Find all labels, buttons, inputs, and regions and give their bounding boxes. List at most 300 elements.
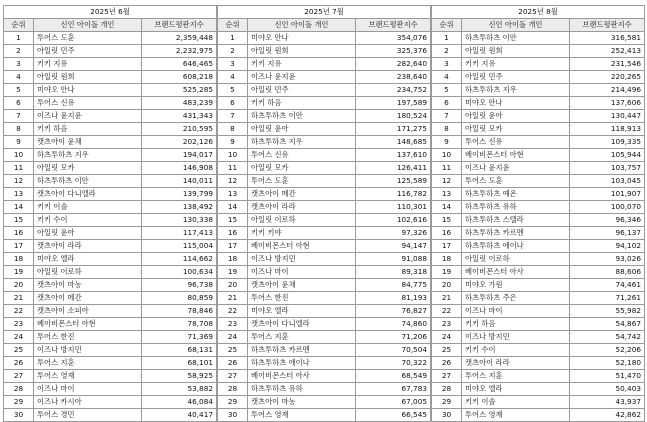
rank-header: 순위	[432, 19, 462, 32]
table-row	[432, 253, 645, 266]
rank-cell: 11	[4, 162, 34, 175]
score-cell: 118,913	[570, 123, 645, 136]
name-cell: 하츠투하츠 이안	[34, 175, 142, 188]
month-table	[217, 5, 431, 422]
table-row	[4, 370, 217, 383]
rank-cell: 22	[218, 305, 248, 318]
score-header: 브랜드평판지수	[356, 19, 431, 32]
month-title-row	[4, 6, 217, 19]
rank-cell: 29	[4, 396, 34, 409]
rank-cell: 15	[218, 214, 248, 227]
score-cell: 2,232,975	[142, 45, 217, 58]
score-cell: 105,944	[570, 149, 645, 162]
table-row	[432, 149, 645, 162]
table-row	[218, 45, 431, 58]
rank-cell: 11	[218, 162, 248, 175]
name-cell: 캣츠아이 메간	[34, 292, 142, 305]
rank-cell: 16	[4, 227, 34, 240]
score-cell: 103,757	[570, 162, 645, 175]
table-row	[432, 344, 645, 357]
rank-cell: 24	[4, 331, 34, 344]
score-cell: 80,859	[142, 292, 217, 305]
name-cell: 키키 하음	[462, 318, 570, 331]
name-cell: 투어스 한진	[34, 331, 142, 344]
name-cell: 키키 이솔	[34, 201, 142, 214]
rank-cell: 3	[218, 58, 248, 71]
table-row	[218, 32, 431, 45]
score-cell: 138,492	[142, 201, 217, 214]
table-row	[432, 318, 645, 331]
score-cell: 76,827	[356, 305, 431, 318]
rank-cell: 8	[4, 123, 34, 136]
name-cell: 아일릿 원희	[462, 45, 570, 58]
table-row	[218, 357, 431, 370]
name-cell: 투어스 도훈	[462, 175, 570, 188]
name-cell: 아일릿 윤아	[462, 110, 570, 123]
name-cell: 하츠투하츠 에이나	[462, 240, 570, 253]
rank-cell: 25	[4, 344, 34, 357]
rank-cell: 7	[4, 110, 34, 123]
score-cell: 74,860	[356, 318, 431, 331]
score-cell: 117,413	[142, 227, 217, 240]
rank-cell: 17	[432, 240, 462, 253]
rank-cell: 26	[4, 357, 34, 370]
table-row	[218, 227, 431, 240]
score-cell: 2,359,448	[142, 32, 217, 45]
score-cell: 325,376	[356, 45, 431, 58]
score-cell: 89,318	[356, 266, 431, 279]
rank-cell: 9	[432, 136, 462, 149]
name-cell: 베이비몬스터 아현	[34, 318, 142, 331]
score-cell: 71,206	[356, 331, 431, 344]
name-cell: 캣츠아이 메간	[248, 188, 356, 201]
table-row	[218, 331, 431, 344]
rank-cell: 9	[218, 136, 248, 149]
rank-cell: 6	[432, 97, 462, 110]
name-cell: 이즈나 방지민	[34, 344, 142, 357]
name-cell: 아일릿 민주	[462, 71, 570, 84]
table-row	[4, 162, 217, 175]
table-row	[432, 58, 645, 71]
table-row	[218, 396, 431, 409]
score-cell: 81,193	[356, 292, 431, 305]
score-cell: 43,937	[570, 396, 645, 409]
score-cell: 197,589	[356, 97, 431, 110]
table-row	[432, 266, 645, 279]
name-cell: 미야오 안나	[248, 32, 356, 45]
score-cell: 70,504	[356, 344, 431, 357]
score-cell: 282,640	[356, 58, 431, 71]
month-title: 2025년 8월	[432, 6, 645, 19]
table-row	[4, 305, 217, 318]
rank-cell: 19	[4, 266, 34, 279]
name-cell: 아일릿 이로하	[248, 214, 356, 227]
rank-cell: 12	[4, 175, 34, 188]
rank-cell: 19	[218, 266, 248, 279]
score-cell: 97,326	[356, 227, 431, 240]
name-cell: 베이비몬스터 아사	[462, 266, 570, 279]
name-cell: 이즈나 방지민	[248, 253, 356, 266]
table-row	[4, 45, 217, 58]
name-cell: 캣츠아이 윤채	[248, 279, 356, 292]
name-cell: 투어스 지훈	[462, 370, 570, 383]
table-row	[4, 279, 217, 292]
table-row	[218, 149, 431, 162]
score-cell: 252,413	[570, 45, 645, 58]
name-header: 신인 아이돌 개인	[248, 19, 356, 32]
name-cell: 키키 하음	[34, 123, 142, 136]
score-cell: 431,343	[142, 110, 217, 123]
score-cell: 137,610	[356, 149, 431, 162]
rank-cell: 15	[4, 214, 34, 227]
rank-cell: 18	[4, 253, 34, 266]
rank-cell: 14	[218, 201, 248, 214]
score-cell: 180,524	[356, 110, 431, 123]
score-cell: 114,662	[142, 253, 217, 266]
rank-cell: 2	[432, 45, 462, 58]
score-cell: 68,131	[142, 344, 217, 357]
name-cell: 이즈나 윤지윤	[34, 110, 142, 123]
rank-cell: 11	[432, 162, 462, 175]
rank-cell: 10	[218, 149, 248, 162]
table-row	[218, 123, 431, 136]
score-cell: 116,782	[356, 188, 431, 201]
month-title: 2025년 6월	[4, 6, 217, 19]
rank-cell: 23	[4, 318, 34, 331]
name-cell: 투어스 신유	[248, 149, 356, 162]
name-cell: 투어스 지훈	[248, 331, 356, 344]
name-cell: 키키 지유	[248, 58, 356, 71]
score-cell: 94,147	[356, 240, 431, 253]
table-row	[218, 383, 431, 396]
score-cell: 202,126	[142, 136, 217, 149]
score-cell: 483,239	[142, 97, 217, 110]
rank-header: 순위	[218, 19, 248, 32]
rank-cell: 3	[4, 58, 34, 71]
rank-cell: 13	[4, 188, 34, 201]
rank-cell: 23	[218, 318, 248, 331]
score-cell: 94,102	[570, 240, 645, 253]
table-row	[4, 266, 217, 279]
table-row	[432, 305, 645, 318]
name-cell: 키키 지유	[462, 58, 570, 71]
rank-cell: 12	[432, 175, 462, 188]
name-cell: 캣츠아이 다니엘라	[248, 318, 356, 331]
name-cell: 이즈나 마이	[248, 266, 356, 279]
table-row	[432, 175, 645, 188]
month-table	[431, 5, 645, 422]
table-row	[218, 175, 431, 188]
name-cell: 하츠투하츠 지우	[248, 136, 356, 149]
name-cell: 베이비몬스터 아현	[462, 149, 570, 162]
rank-cell: 13	[432, 188, 462, 201]
score-cell: 71,369	[142, 331, 217, 344]
score-header: 브랜드평판지수	[142, 19, 217, 32]
name-cell: 미야오 가원	[462, 279, 570, 292]
rank-cell: 24	[218, 331, 248, 344]
table-row	[4, 214, 217, 227]
score-cell: 316,581	[570, 32, 645, 45]
table-row	[218, 162, 431, 175]
score-cell: 54,867	[570, 318, 645, 331]
name-cell: 하츠투하츠 이안	[248, 110, 356, 123]
rank-cell: 6	[4, 97, 34, 110]
name-header: 신인 아이돌 개인	[462, 19, 570, 32]
table-row	[218, 58, 431, 71]
name-header: 신인 아이돌 개인	[34, 19, 142, 32]
table-row	[432, 188, 645, 201]
name-cell: 아일릿 민주	[34, 45, 142, 58]
table-row	[4, 84, 217, 97]
score-cell: 139,799	[142, 188, 217, 201]
name-cell: 투어스 지훈	[34, 357, 142, 370]
rank-cell: 7	[218, 110, 248, 123]
score-cell: 140,011	[142, 175, 217, 188]
name-cell: 투어스 도훈	[34, 32, 142, 45]
score-cell: 100,634	[142, 266, 217, 279]
rank-cell: 20	[4, 279, 34, 292]
name-cell: 키키 키야	[248, 227, 356, 240]
name-cell: 투어스 영재	[248, 409, 356, 422]
score-cell: 68,549	[356, 370, 431, 383]
score-cell: 68,101	[142, 357, 217, 370]
table-row	[432, 227, 645, 240]
name-cell: 미야오 엘라	[462, 383, 570, 396]
rank-cell: 25	[432, 344, 462, 357]
rank-cell: 22	[432, 305, 462, 318]
table-row	[432, 357, 645, 370]
score-cell: 78,708	[142, 318, 217, 331]
table-row	[4, 344, 217, 357]
rank-cell: 20	[432, 279, 462, 292]
rank-cell: 30	[218, 409, 248, 422]
rank-cell: 23	[432, 318, 462, 331]
score-cell: 96,346	[570, 214, 645, 227]
table-row	[218, 201, 431, 214]
table-row	[4, 175, 217, 188]
name-cell: 하츠투하츠 카르멘	[248, 344, 356, 357]
rank-cell: 30	[4, 409, 34, 422]
table-row	[432, 396, 645, 409]
table-row	[4, 97, 217, 110]
table-row	[432, 370, 645, 383]
score-cell: 214,496	[570, 84, 645, 97]
score-cell: 91,088	[356, 253, 431, 266]
name-cell: 투어스 영재	[34, 370, 142, 383]
rank-cell: 7	[432, 110, 462, 123]
name-cell: 투어스 신유	[34, 97, 142, 110]
score-cell: 110,301	[356, 201, 431, 214]
name-cell: 이즈나 마이	[34, 383, 142, 396]
rank-cell: 10	[432, 149, 462, 162]
rank-cell: 1	[432, 32, 462, 45]
name-cell: 키키 수이	[34, 214, 142, 227]
name-cell: 캣츠아이 마농	[248, 396, 356, 409]
column-header-row	[218, 19, 431, 32]
score-cell: 46,084	[142, 396, 217, 409]
rank-cell: 25	[218, 344, 248, 357]
score-header: 브랜드평판지수	[570, 19, 645, 32]
name-cell: 캣츠아이 라라	[34, 240, 142, 253]
table-row	[218, 253, 431, 266]
name-cell: 베이비몬스터 아사	[248, 370, 356, 383]
name-cell: 아일릿 윤아	[248, 123, 356, 136]
rank-cell: 26	[218, 357, 248, 370]
table-row	[4, 292, 217, 305]
table-row	[4, 110, 217, 123]
month-table	[3, 5, 217, 422]
name-cell: 투어스 경민	[34, 409, 142, 422]
rank-cell: 21	[432, 292, 462, 305]
rank-cell: 1	[218, 32, 248, 45]
score-cell: 40,417	[142, 409, 217, 422]
score-cell: 70,322	[356, 357, 431, 370]
table-row	[4, 136, 217, 149]
name-cell: 하츠투하츠 이안	[462, 32, 570, 45]
name-cell: 하츠투하츠 스텔라	[462, 214, 570, 227]
name-cell: 키키 지유	[34, 58, 142, 71]
table-row	[432, 32, 645, 45]
rank-cell: 16	[432, 227, 462, 240]
table-row	[4, 32, 217, 45]
score-cell: 51,470	[570, 370, 645, 383]
score-cell: 52,180	[570, 357, 645, 370]
score-cell: 608,218	[142, 71, 217, 84]
score-cell: 130,338	[142, 214, 217, 227]
name-cell: 하츠투하츠 지우	[34, 149, 142, 162]
table-row	[432, 123, 645, 136]
rank-cell: 4	[432, 71, 462, 84]
table-row	[432, 214, 645, 227]
table-row	[432, 292, 645, 305]
table-row	[4, 383, 217, 396]
score-cell: 109,335	[570, 136, 645, 149]
name-cell: 아일릿 모카	[462, 123, 570, 136]
name-cell: 미야오 안나	[462, 97, 570, 110]
score-cell: 96,137	[570, 227, 645, 240]
score-cell: 58,925	[142, 370, 217, 383]
score-cell: 220,265	[570, 71, 645, 84]
table-row	[432, 409, 645, 422]
rank-cell: 1	[4, 32, 34, 45]
table-row	[218, 266, 431, 279]
name-cell: 키키 수이	[462, 344, 570, 357]
score-cell: 100,070	[570, 201, 645, 214]
name-cell: 이즈나 마이	[462, 305, 570, 318]
rank-cell: 27	[218, 370, 248, 383]
month-title-row	[218, 6, 431, 19]
score-cell: 210,595	[142, 123, 217, 136]
table-row	[218, 97, 431, 110]
table-row	[218, 136, 431, 149]
rank-cell: 27	[4, 370, 34, 383]
score-cell: 126,411	[356, 162, 431, 175]
month-title: 2025년 7월	[218, 6, 431, 19]
table-row	[432, 97, 645, 110]
rank-cell: 4	[218, 71, 248, 84]
rank-cell: 18	[218, 253, 248, 266]
name-cell: 캣츠아이 라라	[248, 201, 356, 214]
rank-cell: 29	[432, 396, 462, 409]
rank-cell: 10	[4, 149, 34, 162]
rank-header: 순위	[4, 19, 34, 32]
name-cell: 아일릿 이로하	[462, 253, 570, 266]
score-cell: 130,447	[570, 110, 645, 123]
name-cell: 아일릿 원희	[248, 45, 356, 58]
table-row	[4, 331, 217, 344]
rank-cell: 6	[218, 97, 248, 110]
table-row	[218, 305, 431, 318]
name-cell: 베이비몬스터 아현	[248, 240, 356, 253]
rank-cell: 2	[218, 45, 248, 58]
rank-cell: 28	[4, 383, 34, 396]
rank-cell: 24	[432, 331, 462, 344]
name-cell: 이즈나 윤지윤	[462, 162, 570, 175]
table-row	[4, 227, 217, 240]
table-row	[432, 201, 645, 214]
table-row	[218, 71, 431, 84]
score-cell: 137,606	[570, 97, 645, 110]
rank-cell: 26	[432, 357, 462, 370]
column-header-row	[4, 19, 217, 32]
name-cell: 키키 이솔	[462, 396, 570, 409]
rank-cell: 5	[432, 84, 462, 97]
name-cell: 아일릿 원희	[34, 71, 142, 84]
name-cell: 아일릿 윤아	[34, 227, 142, 240]
name-cell: 이즈나 방지민	[462, 331, 570, 344]
name-cell: 이즈나 카시아	[34, 396, 142, 409]
rank-cell: 27	[432, 370, 462, 383]
rank-cell: 4	[4, 71, 34, 84]
name-cell: 키키 하음	[248, 97, 356, 110]
score-cell: 125,589	[356, 175, 431, 188]
table-row	[432, 45, 645, 58]
score-cell: 102,616	[356, 214, 431, 227]
score-cell: 101,907	[570, 188, 645, 201]
name-cell: 하츠투하츠 유하	[462, 201, 570, 214]
rank-cell: 8	[218, 123, 248, 136]
rank-cell: 17	[4, 240, 34, 253]
table-row	[432, 110, 645, 123]
table-row	[218, 84, 431, 97]
name-cell: 하츠투하츠 에이나	[248, 357, 356, 370]
score-cell: 50,403	[570, 383, 645, 396]
table-row	[218, 188, 431, 201]
score-cell: 194,017	[142, 149, 217, 162]
table-row	[4, 149, 217, 162]
rank-cell: 8	[432, 123, 462, 136]
name-cell: 미야오 엘라	[248, 305, 356, 318]
score-cell: 71,261	[570, 292, 645, 305]
score-cell: 148,685	[356, 136, 431, 149]
rank-cell: 21	[4, 292, 34, 305]
table-row	[432, 136, 645, 149]
score-cell: 238,640	[356, 71, 431, 84]
score-cell: 525,285	[142, 84, 217, 97]
rank-cell: 18	[432, 253, 462, 266]
name-cell: 캣츠아이 소피아	[34, 305, 142, 318]
score-cell: 234,752	[356, 84, 431, 97]
table-row	[432, 71, 645, 84]
name-cell: 캣츠아이 다니엘라	[34, 188, 142, 201]
rank-cell: 15	[432, 214, 462, 227]
table-row	[4, 318, 217, 331]
table-row	[4, 253, 217, 266]
table-row	[4, 123, 217, 136]
name-cell: 캣츠아이 마농	[34, 279, 142, 292]
score-cell: 103,045	[570, 175, 645, 188]
rank-cell: 20	[218, 279, 248, 292]
